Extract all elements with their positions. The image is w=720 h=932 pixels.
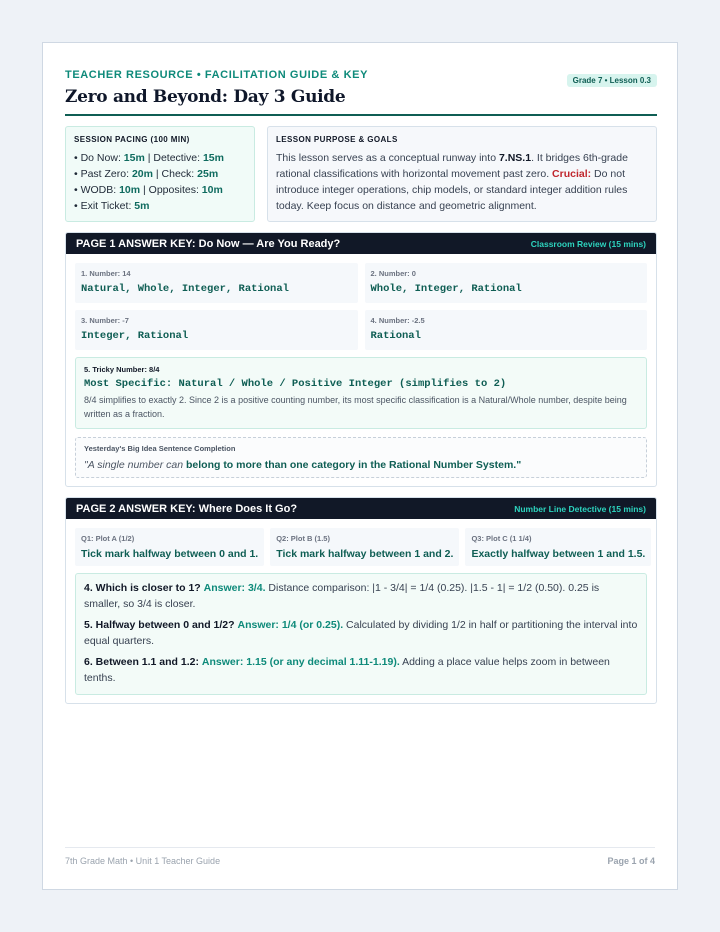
question-item [84, 580, 638, 612]
question-label: 2. Number: 0 [370, 269, 416, 278]
tricky-explanation: 8/4 simplifies to exactly 2. Since 2 is a positive counting number, its most specific classification is a Natural/Whole number, despite being written as a fraction. [84, 395, 627, 419]
plot-answer: Exactly halfway between 1 and 1.5. [471, 548, 646, 560]
answer-text: Whole, Integer, Rational [370, 283, 522, 295]
answer-cell [365, 310, 648, 350]
question-text: 5. Halfway between 0 and 1/2? [84, 619, 235, 631]
plot-label: Q3: Plot C (1 1/4) [471, 534, 532, 543]
answer-text: Integer, Rational [81, 330, 189, 342]
page2-tag: Number Line Detective (15 mins) [514, 503, 646, 514]
question-label: 3. Number: -7 [81, 316, 129, 325]
resource-eyebrow: TEACHER RESOURCE • FACILITATION GUIDE & KEY [65, 69, 369, 81]
question-text: 6. Between 1.1 and 1.2: [84, 656, 199, 668]
answer-text: Natural, Whole, Integer, Rational [81, 283, 289, 295]
pacing-item: • Exit Ticket: 5m [74, 200, 150, 212]
question-label: 1. Number: 14 [81, 269, 131, 278]
page-footer [65, 847, 655, 866]
plot-cell [75, 528, 264, 566]
page2-header [66, 498, 656, 519]
tricky-number-box [75, 357, 647, 429]
pacing-list [74, 150, 246, 214]
page1-title: PAGE 1 ANSWER KEY: Do Now — Are You Ready? [76, 237, 341, 250]
document-page [42, 42, 678, 890]
answer-cell [75, 310, 358, 350]
page2-title: PAGE 2 ANSWER KEY: Where Does It Go? [76, 502, 298, 515]
grade-lesson-badge: Grade 7 • Lesson 0.3 [567, 74, 657, 87]
page1-answer-key [65, 232, 657, 487]
answer-explanation: Calculated by dividing 1/2 in half or partitioning the interval into equal quarters. [84, 619, 638, 647]
pacing-item: • Past Zero: 20m | Check: 25m [74, 168, 219, 180]
pacing-item: • WODB: 10m | Opposites: 10m [74, 184, 223, 196]
question-item [84, 617, 638, 649]
big-idea-sentence [84, 459, 638, 471]
answer-highlight: Answer: 1/4 (or 0.25). [237, 619, 344, 631]
plot-cell [270, 528, 459, 566]
answer-cell [365, 263, 648, 303]
page1-body [66, 254, 656, 486]
title-row [65, 76, 657, 107]
plot-grid [75, 528, 647, 566]
plot-answer: Tick mark halfway between 1 and 2. [276, 548, 454, 560]
answer-highlight: Answer: 1.15 (or any decimal 1.11-1.19). [201, 656, 400, 668]
page-title: Zero and Beyond: Day 3 Guide [65, 87, 346, 107]
question-label: 4. Number: -2.5 [370, 316, 425, 325]
big-idea-completion: belong to more than one category in the Rational Number System." [185, 459, 522, 471]
lesson-purpose-box [267, 126, 657, 222]
big-idea-box [75, 437, 647, 478]
tricky-answer: Most Specific: Natural / Whole / Positive Integer (simplifies to 2) [84, 378, 507, 390]
page-number: Page 1 of 4 [607, 856, 655, 866]
plot-answer: Tick mark halfway between 0 and 1. [81, 548, 259, 560]
question-text: 4. Which is closer to 1? [84, 582, 201, 594]
page1-tag: Classroom Review (15 mins) [530, 238, 646, 249]
title-divider [65, 114, 657, 116]
answer-cell [75, 263, 358, 303]
answer-text: Rational [370, 330, 421, 342]
page-content [65, 69, 657, 704]
answer-explanation: Adding a place value helps zoom in between tenths. [84, 656, 610, 684]
question-answers-box [75, 573, 647, 695]
pacing-item: • Do Now: 15m | Detective: 15m [74, 152, 224, 164]
footer-course: 7th Grade Math • Unit 1 Teacher Guide [65, 856, 221, 866]
question-item [84, 654, 638, 686]
big-idea-prefix: "A single number can [84, 459, 186, 471]
answer-explanation: Distance comparison: |1 - 3/4| = 1/4 (0.25). |1.5 - 1| = 1/2 (0.50). 0.25 is smaller, so 3/4 is closer. [84, 582, 600, 610]
purpose-text: This lesson serves as a conceptual runway into 7.NS.1. It bridges 6th-grade rational classifications with horizontal movement past zero. Crucial: Do not introduce integer operations, chip models, or standard integer addition rules today. Keep focus on distance and geometric alignment. [276, 152, 628, 212]
plot-label: Q1: Plot A (1/2) [81, 534, 135, 543]
plot-label: Q2: Plot B (1.5) [276, 534, 330, 543]
page2-answer-key [65, 497, 657, 704]
page1-header [66, 233, 656, 254]
plot-cell [465, 528, 651, 566]
classification-grid [75, 263, 647, 350]
purpose-heading: LESSON PURPOSE & GOALS [276, 135, 398, 144]
pacing-heading: SESSION PACING (100 MIN) [74, 135, 190, 144]
answer-highlight: Answer: 3/4. [203, 582, 266, 594]
big-idea-label: Yesterday's Big Idea Sentence Completion [84, 444, 236, 453]
session-pacing-box [65, 126, 255, 222]
tricky-label: 5. Tricky Number: 8/4 [84, 365, 160, 374]
overview-row [65, 126, 657, 222]
page2-body [66, 519, 656, 703]
